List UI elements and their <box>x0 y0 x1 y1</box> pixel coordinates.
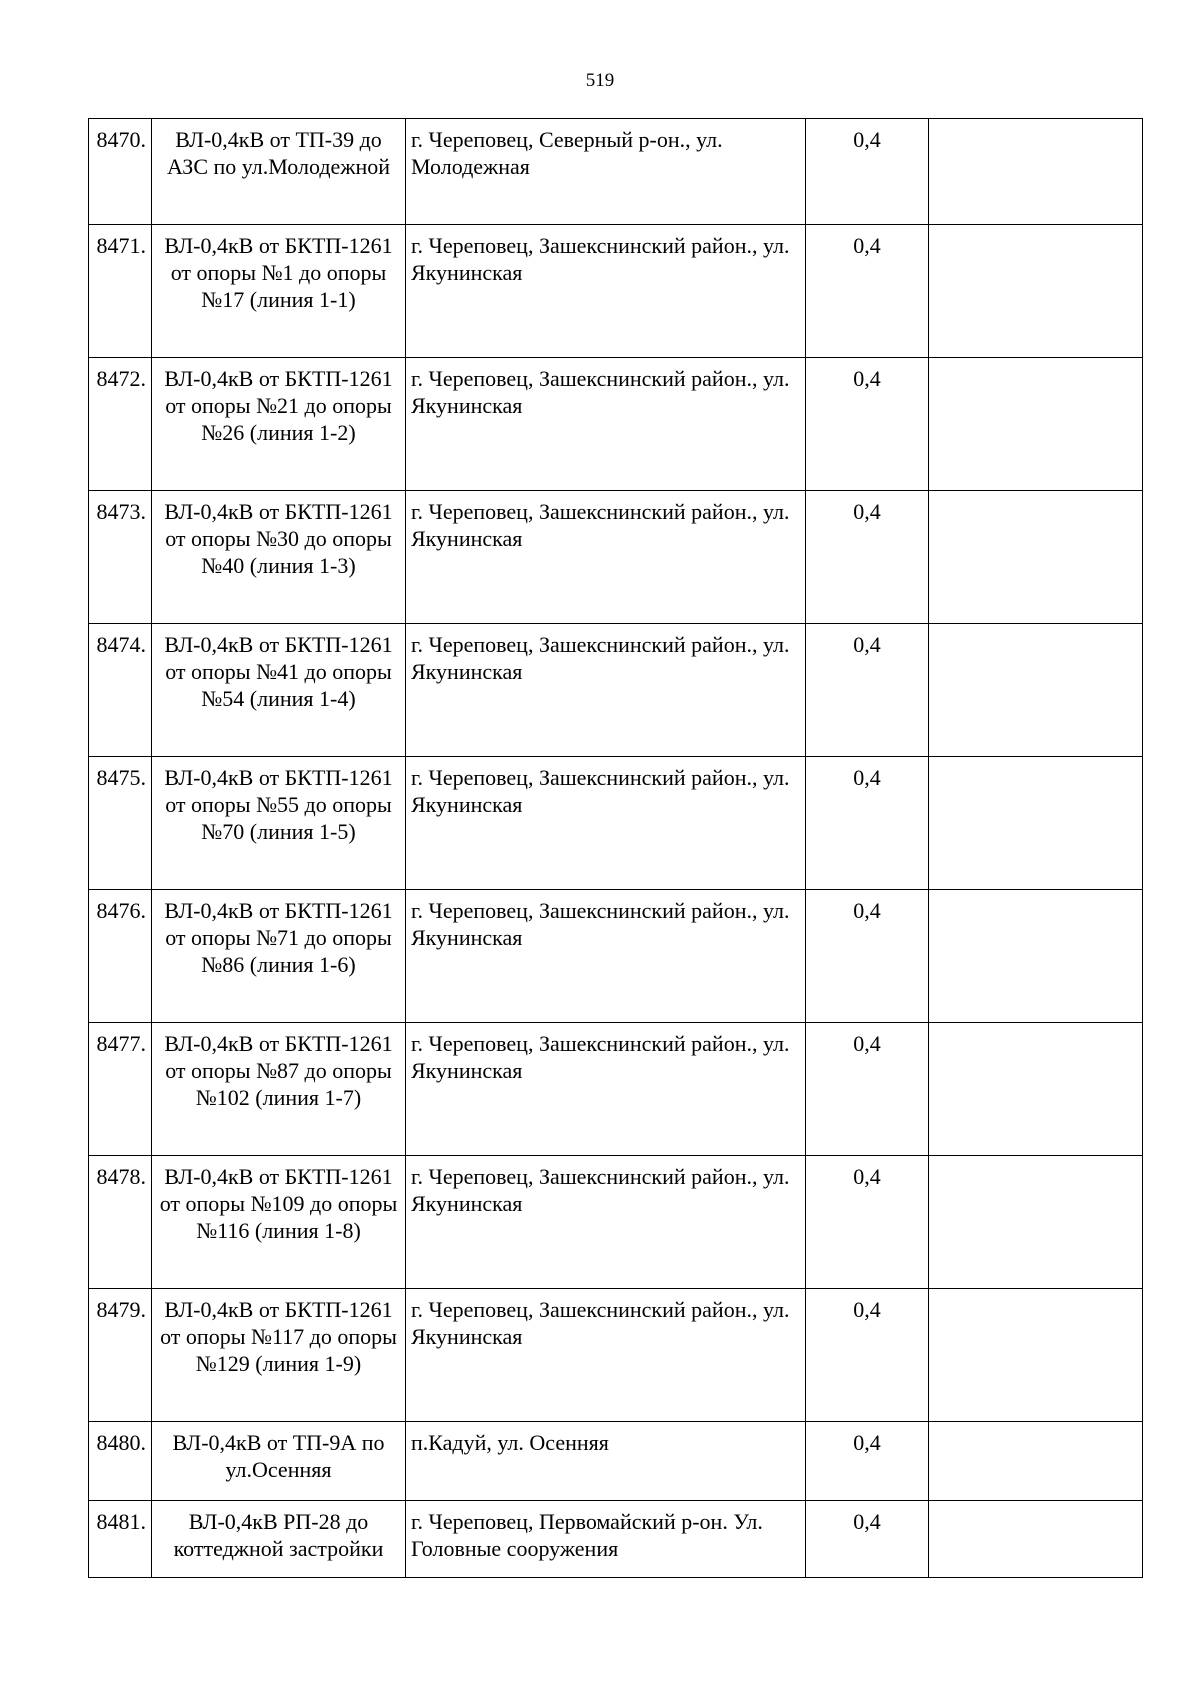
table-row <box>89 119 1143 225</box>
line-address: г. Череповец, Зашекснинский район., ул. Якунинская <box>406 890 806 1023</box>
line-address: г. Череповец, Первомайский р-он. Ул. Головные сооружения <box>406 1501 806 1578</box>
line-address: г. Череповец, Зашекснинский район., ул. Якунинская <box>406 1023 806 1156</box>
row-number: 8478. <box>89 1156 152 1289</box>
line-address: г. Череповец, Зашекснинский район., ул. Якунинская <box>406 624 806 757</box>
empty-cell <box>929 757 1143 890</box>
line-name: ВЛ-0,4кВ от БКТП-1261 от опоры №41 до опоры №54 (линия 1-4) <box>152 624 406 757</box>
line-name: ВЛ-0,4кВ от БКТП-1261 от опоры №21 до опоры №26 (линия 1-2) <box>152 358 406 491</box>
voltage-value: 0,4 <box>806 757 929 890</box>
table-row <box>89 1289 1143 1422</box>
table-row <box>89 225 1143 358</box>
line-address: г. Череповец, Северный р-он., ул. Молодежная <box>406 119 806 225</box>
voltage-value: 0,4 <box>806 1289 929 1422</box>
empty-cell <box>929 890 1143 1023</box>
table-row <box>89 757 1143 890</box>
row-number: 8472. <box>89 358 152 491</box>
voltage-value: 0,4 <box>806 119 929 225</box>
line-name: ВЛ-0,4кВ от БКТП-1261 от опоры №117 до опоры №129 (линия 1-9) <box>152 1289 406 1422</box>
line-address: г. Череповец, Зашекснинский район., ул. Якунинская <box>406 225 806 358</box>
line-name: ВЛ-0,4кВ от БКТП-1261 от опоры №71 до опоры №86 (линия 1-6) <box>152 890 406 1023</box>
voltage-value: 0,4 <box>806 1501 929 1578</box>
line-name: ВЛ-0,4кВ от БКТП-1261 от опоры №30 до опоры №40 (линия 1-3) <box>152 491 406 624</box>
page-number: 519 <box>585 70 615 91</box>
row-number: 8475. <box>89 757 152 890</box>
line-name: ВЛ-0,4кВ от БКТП-1261 от опоры №55 до опоры №70 (линия 1-5) <box>152 757 406 890</box>
row-number: 8479. <box>89 1289 152 1422</box>
voltage-value: 0,4 <box>806 358 929 491</box>
empty-cell <box>929 1501 1143 1578</box>
empty-cell <box>929 119 1143 225</box>
empty-cell <box>929 1289 1143 1422</box>
line-name: ВЛ-0,4кВ РП-28 до коттеджной застройки <box>152 1501 406 1578</box>
line-name: ВЛ-0,4кВ от БКТП-1261 от опоры №87 до опоры №102 (линия 1-7) <box>152 1023 406 1156</box>
line-address: г. Череповец, Зашекснинский район., ул. Якунинская <box>406 1289 806 1422</box>
table-row <box>89 491 1143 624</box>
row-number: 8473. <box>89 491 152 624</box>
voltage-value: 0,4 <box>806 1156 929 1289</box>
line-address: г. Череповец, Зашекснинский район., ул. Якунинская <box>406 1156 806 1289</box>
row-number: 8470. <box>89 119 152 225</box>
line-address: г. Череповец, Зашекснинский район., ул. Якунинская <box>406 491 806 624</box>
voltage-value: 0,4 <box>806 225 929 358</box>
row-number: 8476. <box>89 890 152 1023</box>
table-row <box>89 358 1143 491</box>
voltage-value: 0,4 <box>806 624 929 757</box>
table-row <box>89 1422 1143 1501</box>
empty-cell <box>929 1023 1143 1156</box>
table-row <box>89 1156 1143 1289</box>
line-address: п.Кадуй, ул. Осенняя <box>406 1422 806 1501</box>
table-row <box>89 1023 1143 1156</box>
row-number: 8477. <box>89 1023 152 1156</box>
line-name: ВЛ-0,4кВ от БКТП-1261 от опоры №109 до опоры №116 (линия 1-8) <box>152 1156 406 1289</box>
table-row <box>89 890 1143 1023</box>
empty-cell <box>929 491 1143 624</box>
row-number: 8474. <box>89 624 152 757</box>
voltage-value: 0,4 <box>806 1422 929 1501</box>
empty-cell <box>929 624 1143 757</box>
row-number: 8471. <box>89 225 152 358</box>
voltage-value: 0,4 <box>806 491 929 624</box>
voltage-value: 0,4 <box>806 1023 929 1156</box>
table-row <box>89 1501 1143 1578</box>
registry-table <box>88 118 1143 1578</box>
row-number: 8480. <box>89 1422 152 1501</box>
line-name: ВЛ-0,4кВ от БКТП-1261 от опоры №1 до опоры №17 (линия 1-1) <box>152 225 406 358</box>
row-number: 8481. <box>89 1501 152 1578</box>
line-name: ВЛ-0,4кВ от ТП-39 до АЗС по ул.Молодежной <box>152 119 406 225</box>
voltage-value: 0,4 <box>806 890 929 1023</box>
line-address: г. Череповец, Зашекснинский район., ул. Якунинская <box>406 757 806 890</box>
line-address: г. Череповец, Зашекснинский район., ул. Якунинская <box>406 358 806 491</box>
line-name: ВЛ-0,4кВ от ТП-9А по ул.Осенняя <box>152 1422 406 1501</box>
empty-cell <box>929 358 1143 491</box>
empty-cell <box>929 1422 1143 1501</box>
empty-cell <box>929 225 1143 358</box>
table-row <box>89 624 1143 757</box>
empty-cell <box>929 1156 1143 1289</box>
